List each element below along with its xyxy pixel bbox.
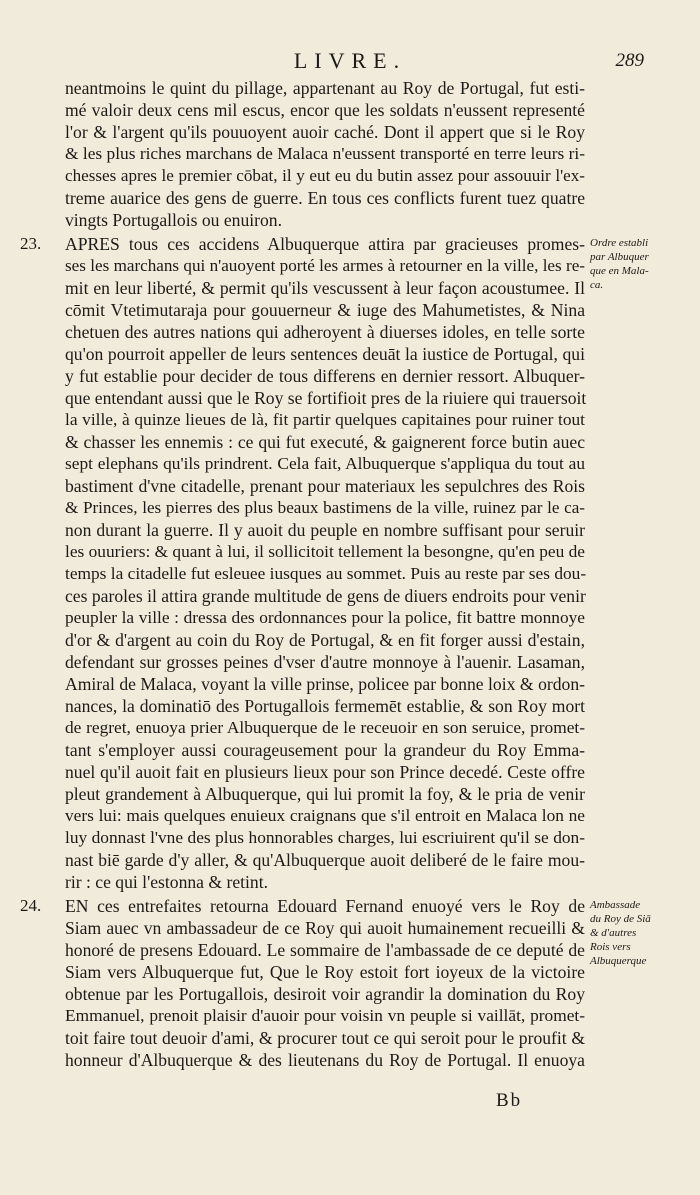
page-number: 289 <box>615 50 644 71</box>
text-line: APRES tous ces accidens Albuquerque attira par gracieuses promes- <box>65 234 585 254</box>
text-line: obtenue par les Portugallois, desiroit voir agrandir la domination du Roy <box>65 984 585 1004</box>
margin-note: Rois vers <box>590 941 631 953</box>
text-line: vingts Portugallois ou enuiron. <box>65 210 282 230</box>
text-line: Emmanuel, prenoit plaisir d'auoir pour voisin vn peuple si vaillāt, promet- <box>65 1006 585 1025</box>
text-line: temps la citadelle fut esleuee iusques au sommet. Puis au reste par ses dou- <box>65 564 587 583</box>
text-line: y fut establie pour decider de tous differens en dernier ressort. Albuquer- <box>65 366 585 386</box>
margin-note: Albuquerque <box>590 955 647 967</box>
text-line: que entendant aussi que le Roy se fortifioit pres de la riuiere qui trauersoit <box>65 388 587 408</box>
margin-note: ca. <box>590 279 604 291</box>
text-line: & chasser les ennemis : ce qui fut executé, & gaignerent force butin auec <box>65 432 585 452</box>
text-line: non durant la guerre. Il y auoit du peuple en nombre suffisant pour seruir <box>65 520 585 540</box>
text-line: cōmit Vtetimutaraja pour gouuerneur & iuge des Mahumetistes, & Nina <box>65 300 585 320</box>
text-line: bastiment d'vne citadelle, prenant pour materiaux les sepulchres des Rois <box>65 476 585 496</box>
text-line: chesses apres le premier cōbat, il y eut eu du butin assez pour assouuir l'ex- <box>65 166 585 185</box>
text-line: la ville, à quinze lieues de là, fit partir quelques capitaines pour ruiner tout <box>65 410 585 429</box>
text-line: & les plus riches marchans de Malaca n'eussent transporté en terre leurs ri- <box>65 144 585 163</box>
running-head <box>0 48 700 78</box>
text-line: pleut grandement à Albuquerque, qui lui promit la foy, & le pria de venir <box>65 784 585 804</box>
text-line: mé valoir deux cens mil escus, encor que les soldats n'eussent representé <box>65 100 585 120</box>
text-line: & Princes, les pierres des plus beaux bastimens de la ville, ruinez par le ca- <box>65 498 585 517</box>
margin-note: du Roy de Siā <box>590 913 651 925</box>
text-line: toit faire tout deuoir d'ami, & procurer tout ce qui seroit pour le proufit & <box>65 1028 585 1048</box>
section-number: 24. <box>20 896 42 915</box>
text-line: luy donnast l'vne des plus honnorables charges, lui escriuirent qu'il se don- <box>65 828 585 847</box>
signature-mark: Bb <box>496 1090 523 1111</box>
text-line: ses les marchans qui n'auoyent porté les armes à retourner en la ville, les re- <box>65 256 585 275</box>
text-line: Amiral de Malaca, voyant la ville prinse, policee par bonne loix & ordon- <box>65 674 585 694</box>
margin-note: Ambassade <box>590 899 641 911</box>
text-line: honneur d'Albuquerque & des lieutenans du Roy de Portugal. Il enuoya <box>65 1050 585 1070</box>
text-line: treme auarice des gens de guerre. En tous ces conflicts furent tuez quatre <box>65 188 585 208</box>
text-line: sept elephans qu'ils prindrent. Cela fait, Albuquerque s'appliqua du tout au <box>65 454 585 473</box>
running-title: LIVRE. <box>293 48 407 73</box>
text-line: mit en leur liberté, & permit qu'ils vescussent à leur façon acoustumee. Il <box>65 278 585 298</box>
text-line: Siam vers Albuquerque fut, Que le Roy estoit fort ioyeux de la victoire <box>65 962 585 982</box>
margin-note: & d'autres <box>590 927 637 939</box>
text-line: nast biē garde d'y aller, & qu'Albuquerque auoit deliberé de le faire mou- <box>65 850 585 870</box>
text-line: ces paroles il attira grande multitude de gens de diuers endroits pour venir <box>65 586 586 606</box>
text-line: d'or & d'argent au coin du Roy de Portugal, & en fit forger aussi d'estain, <box>65 630 585 650</box>
text-line: qu'on pourroit appeller de leurs sentences deuāt la iustice de Portugal, qui <box>65 344 585 364</box>
text-line: nances, la dominatiō des Portugallois fermemēt establie, & son Roy mort <box>65 696 585 716</box>
text-line: les ouuriers: & quant à lui, il sollicitoit tellement la besongne, qu'en peu de <box>65 542 585 561</box>
text-line: defendant sur grosses peines d'vser d'autre monnoye à l'auenir. Lasaman, <box>65 652 585 672</box>
text-line: EN ces entrefaites retourna Edouard Fernand enuoyé vers le Roy de <box>65 896 585 916</box>
text-line: l'or & l'argent qu'ils pouuoyent auoir caché. Dont il appert que si le Roy <box>65 122 585 142</box>
text-line: chetuen des autres nations qui adheroyent à diuerses idoles, en telle sorte <box>65 322 585 342</box>
text-line: neantmoins le quint du pillage, appartenant au Roy de Portugal, fut esti- <box>65 78 585 98</box>
text-line: vers lui: mais quelques enuieux craignans que s'il entroit en Malaca lon ne <box>65 806 585 825</box>
text-line: peupler la ville : dressa des ordonnances pour la police, fit battre monnoye <box>65 608 585 627</box>
text-line: rir : ce qui l'estonna & retint. <box>65 872 268 892</box>
section-number: 23. <box>20 234 42 253</box>
margin-note: que en Mala- <box>590 265 649 277</box>
text-line: nuel qu'il auoit fait en plusieurs lieux pour son Prince decedé. Ceste offre <box>65 762 585 782</box>
text-line: honoré de presens Edouard. Le sommaire de l'ambassade de ce deputé de <box>65 940 585 960</box>
margin-note: Ordre establi <box>590 237 649 249</box>
text-line: de regret, enuoya prier Albuquerque de le receuoir en son seruice, promet- <box>65 718 585 737</box>
margin-note: par Albuquer <box>590 251 649 263</box>
text-line: Siam auec vn ambassadeur de ce Roy qui auoit humainement recueilli & <box>65 918 585 938</box>
text-line: tant s'employer aussi courageusement pour la grandeur du Roy Emma- <box>65 740 585 760</box>
